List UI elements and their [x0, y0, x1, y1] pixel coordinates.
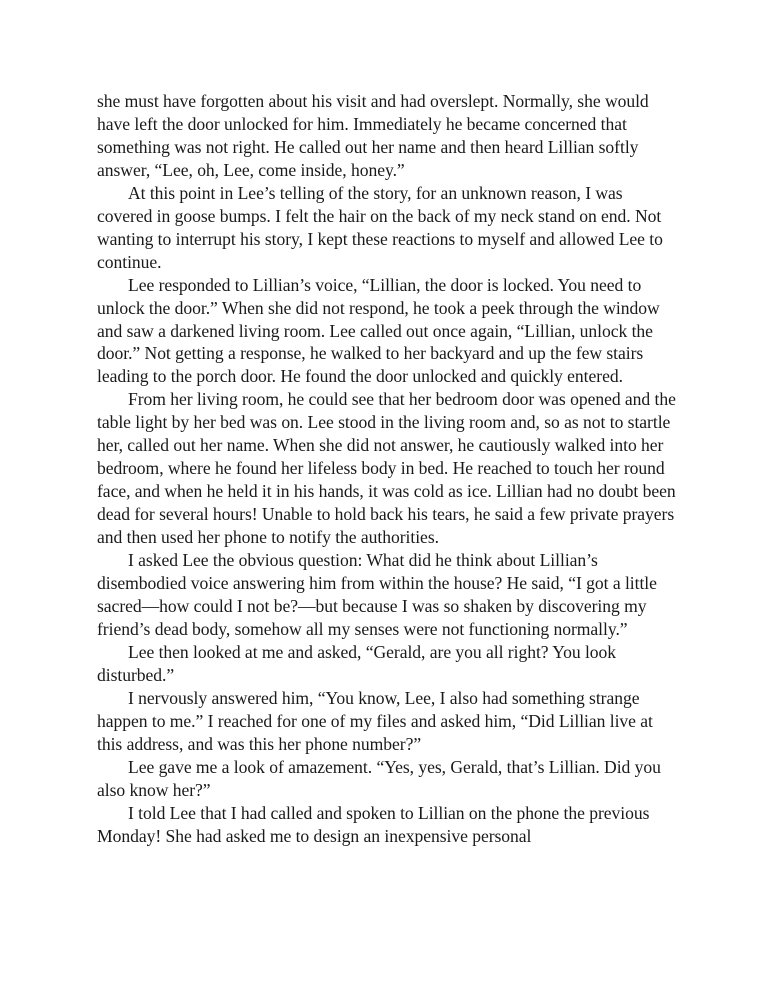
paragraph: I told Lee that I had called and spoken to Lillian on the phone the previous Monday! She had asked me to design an inexpensive personal	[97, 802, 650, 846]
paragraph: Lee responded to Lillian’s voice, “Lillian, the door is locked. You need to unlock the door.” When she did not respond, he took a peek through the window and saw a darkened living room. Lee called out once again, “Lillian, unlock the door.” Not getting a response, he walked to her backyard and up the few stairs leading to the porch door. He found the door unlocked and quickly entered.	[97, 274, 660, 387]
paragraph: I nervously answered him, “You know, Lee, I also had something strange happen to me.” I reached for one of my files and asked him, “Did Lillian live at this address, and was this her phone number?”	[97, 687, 653, 754]
paragraph-continuation: she must have forgotten about his visit and had overslept. Normally, she would have left the door unlocked for him. Immediately he became concerned that something was not right. He called out her name and then heard Lillian softly answer, “Lee, oh, Lee, come inside, honey.”	[97, 91, 649, 180]
paragraph: Lee gave me a look of amazement. “Yes, yes, Gerald, that’s Lillian. Did you also know her?”	[97, 756, 661, 800]
paragraph: Lee then looked at me and asked, “Gerald, are you all right? You look disturbed.”	[97, 641, 617, 685]
book-page-text	[97, 90, 677, 847]
paragraph: From her living room, he could see that her bedroom door was opened and the table light by her bed was on. Lee stood in the living room and, so as not to startle her, called out her name. When she did not answer, he cautiously walked into her bedroom, where he found her lifeless body in bed. He reached to touch her round face, and when he held it in his hands, it was cold as ice. Lillian had no doubt been dead for several hours! Unable to hold back his tears, he said a few private prayers and then used her phone to notify the authorities.	[97, 389, 676, 548]
paragraph: At this point in Lee’s telling of the story, for an unknown reason, I was covered in goose bumps. I felt the hair on the back of my neck stand on end. Not wanting to interrupt his story, I kept these reactions to myself and allowed Lee to continue.	[97, 182, 663, 272]
paragraph: I asked Lee the obvious question: What did he think about Lillian’s disembodied voice answering him from within the house? He said, “I got a little sacred—how could I not be?—but because I was so shaken by discovering my friend’s dead body, somehow all my senses were not functioning normally.”	[97, 550, 657, 639]
